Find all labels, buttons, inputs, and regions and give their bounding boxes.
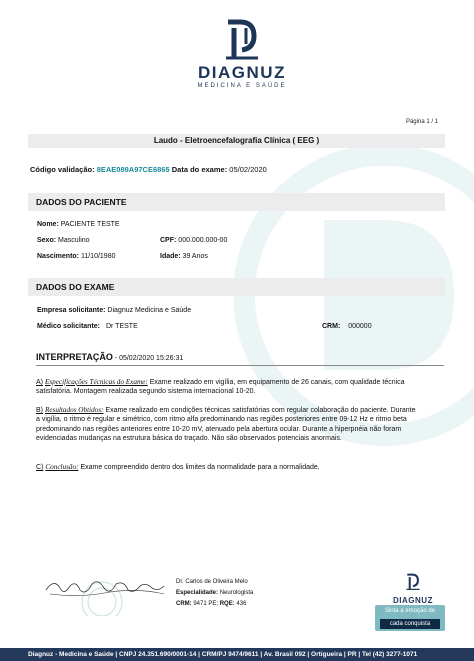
exam-company-row [37,307,191,314]
patient-name-label: Nome: [37,221,59,228]
slogan-badge [375,605,445,631]
exam-doctor: Dr TESTE [105,323,138,330]
validation-label: Código validação: [30,165,95,174]
slogan-line-2: cada conquista [380,619,440,629]
results-title: Resultados Obtidos: [44,406,104,414]
slogan-line-1: Sinta a emoção de [384,608,436,614]
exam-company: Diagnuz Medicina e Saúde [107,307,192,314]
company-logo [192,18,292,104]
signing-crm-value: 9471 PE [193,601,217,607]
patient-section-title: DADOS DO PACIENTE [28,193,445,211]
interpretation-header [36,352,183,362]
exam-section-title: DADOS DO EXAME [28,278,445,296]
diagnuz-small-logo-icon [404,573,422,591]
conclusion-paragraph [36,463,416,472]
small-company-logo [388,573,438,609]
conclusion-text: Exame compreendido dentro dos limites da normalidade para a normalidade. [80,464,320,471]
patient-birth-label: Nascimento: [37,253,80,260]
conclusion-title: Conclusão: [45,463,79,471]
doctor-signature [40,572,170,616]
page-number: Página 1 / 1 [405,119,438,125]
patient-cpf: 000.000.000-00 [178,237,228,244]
exam-date: 05/02/2020 [229,165,267,174]
exam-company-label: Empresa solicitante: [37,307,106,314]
patient-cpf-label: CPF: [160,237,177,244]
diagnuz-logo-icon [222,18,262,62]
patient-sex-row [37,237,90,244]
technical-specs-title: Especificações Técnicas do Exame: [44,378,148,386]
results-paragraph [36,406,416,444]
conclusion-letter: C) [36,464,44,471]
interpretation-title: INTERPRETAÇÃO [36,352,113,362]
signing-doctor-block [176,577,253,610]
signing-doctor-crm-row: CRM: 9471 PE; RQE: 436 [176,601,247,607]
patient-age: 39 Anos [182,253,208,260]
footer-bar: Diagnuz - Medicina e Saúde | CNPJ 24.351.690/0001-14 | CRM/PJ 9474/9611 | Av. Brasil 092 | Ortigueira | PR | Tel (42) 3277-1071 [0,648,474,661]
exam-crm: 000000 [348,323,372,330]
exam-date-label: Data do exame: [171,165,228,174]
interpretation-divider [36,365,444,366]
rqe-value: 436 [236,601,247,607]
exam-doctor-row [37,323,138,330]
interpretation-datetime: - 05/02/2020 15:26:31 [114,355,184,362]
specialty-label: Especialidade: [176,590,219,596]
technical-specs-paragraph [36,378,416,397]
patient-sex-label: Sexo: [37,237,57,244]
brand-subtitle: MEDICINA E SAÚDE [197,83,287,89]
signing-crm-label: CRM: [176,601,192,607]
results-letter: B) [36,407,43,414]
validation-line [30,165,267,174]
patient-age-row [160,253,208,260]
exam-crm-label: CRM: [322,323,341,330]
technical-specs-letter: A) [36,379,43,386]
exam-doctor-label: Médico solicitante: [37,323,101,330]
patient-age-label: Idade: [160,253,181,260]
results-text: Exame realizado em condições técnicas satisfatórias com regular colaboração do paciente. Durante a vigília, o ritmo é regular e simétrico, com ritmo alfa predominando nas regiões posteriores entre 09-12 Hz e ritmo beta predominando nas regiões anteriores entre 10-20 mV, atenuado pela abertura ocular. Durante a hiperpnéia não foram evidenciadas mudanças na estrutura básica do traçado. Não são observados potenciais anormais. [36,407,416,443]
specialty-value: Neurologista [219,590,254,596]
validation-code[interactable]: 8EAE089A97CE6865 [96,165,170,174]
patient-birth: 11/10/1980 [80,253,116,260]
rqe-label: RQE: [219,601,235,607]
patient-sex: Masculino [58,237,90,244]
patient-name: PACIENTE TESTE [60,221,120,228]
brand-name: DIAGNUZ [198,63,286,82]
technical-specs-text: Exame realizado em vigília, em equipamento de 26 canais, com qualidade técnica satisfatória. Montagem realizada segundo sistema internacional 10-20. [36,379,405,396]
patient-cpf-row [160,237,227,244]
small-brand-name: DIAGNUZ [393,596,433,605]
exam-crm-row [322,323,372,330]
signing-doctor-specialty-row [176,588,253,599]
patient-name-row [37,221,120,228]
signing-doctor-name: Dr. Carlos de Oliveira Melo [176,579,248,585]
patient-birth-row [37,253,115,260]
report-title: Laudo - Eletroencefalografia Clínica ( EEG ) [28,134,445,148]
